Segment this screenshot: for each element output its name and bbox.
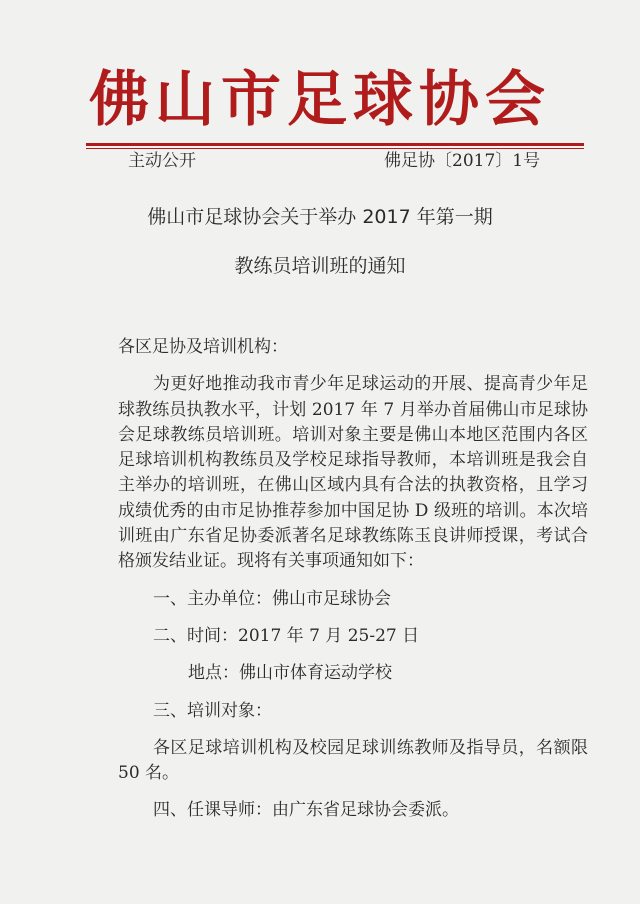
body-paragraph: 为更好地推动我市青少年足球运动的开展、提高青少年足球教练员执教水平，计划 2017 年 7 月举办首届佛山市足球协会足球教练员培训班。培训对象主要是佛山本地区范围内各区足球培训机构教练员及学校足球指导教师，本培训班是我会自主举办的培训班，在佛山区域内具有合法的执教资格，且学习成绩优秀的由市足协推荐参加中国足协 D 级班的培训。本次培训班由广东省足协委派著名足球教练陈玉良讲师授课，考试合格颁发结业证。现将有关事项通知如下： [118,374,588,572]
masthead-org-name: 佛山市足球协会 [89,65,551,135]
item-instructor: 四、任课导师：由广东省足球协会委派。 [153,800,459,821]
document-title-line-1: 佛山市足球协会关于举办 2017 年第一期 [147,206,493,228]
item-trainees-detail: 各区足球培训机构及校园足球训练教师及指导员，名额限 50 名。 [118,737,588,784]
item-organizer: 一、主办单位：佛山市足球协会 [153,588,391,609]
document-title-line-2: 教练员培训班的通知 [234,255,406,277]
item-trainees: 三、培训对象： [153,700,272,721]
salutation: 各区足协及培训机构： [118,337,288,357]
document-body [118,335,588,836]
public-disclosure-label: 主动公开 [128,151,196,171]
document-number: 佛足协〔2017〕1号 [384,151,541,171]
masthead-rule-thick [86,143,584,146]
masthead-rule-thin [86,148,584,149]
item-location: 地点：佛山市体育运动学校 [188,663,392,684]
item-time: 二、时间：2017 年 7 月 25-27 日 [153,625,420,646]
